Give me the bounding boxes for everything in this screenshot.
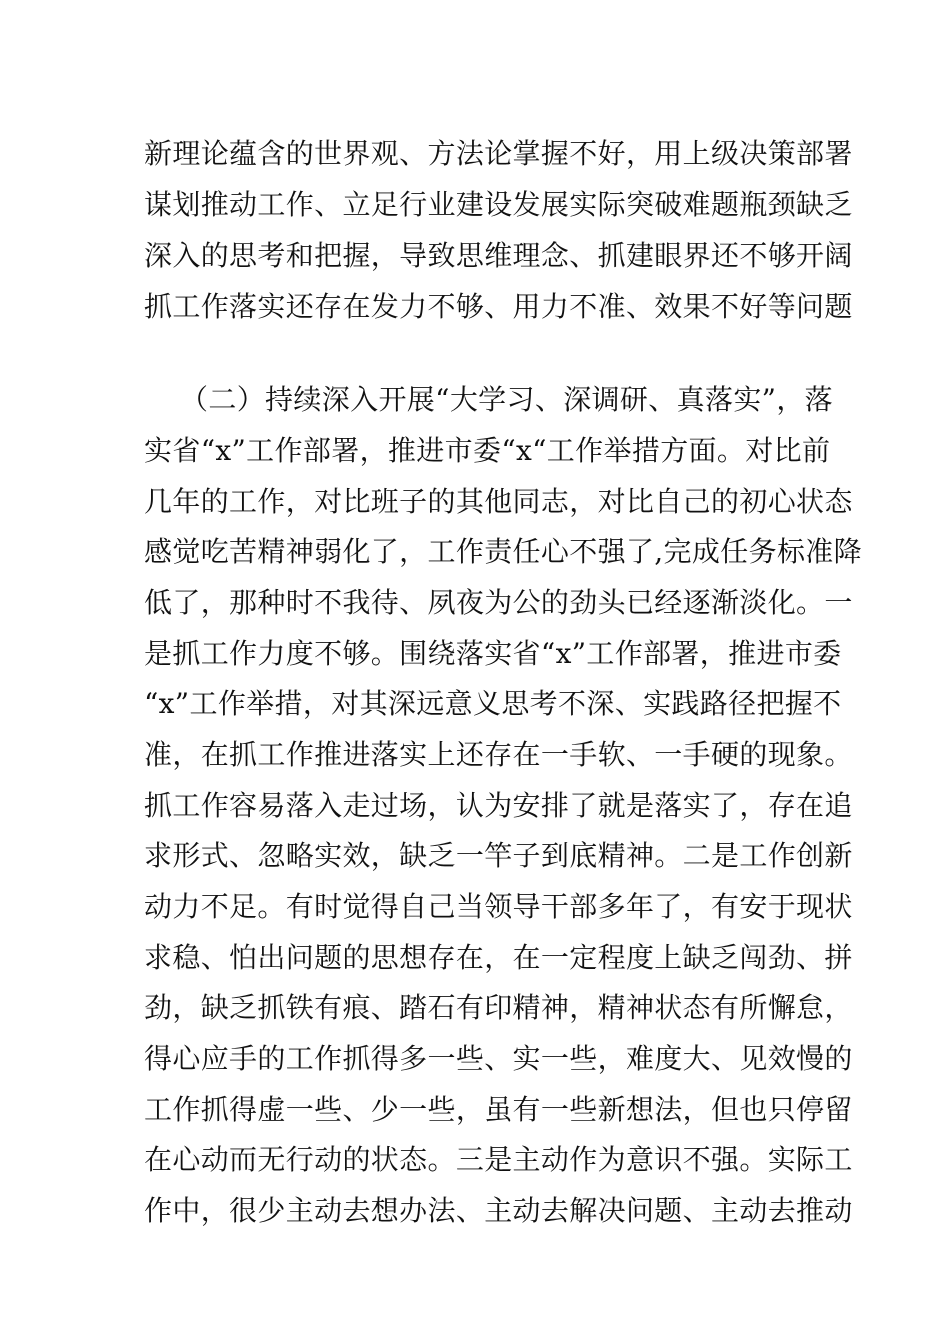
text-line: 劲，缺乏抓铁有痕、踏石有印精神，精神状态有所懈怠， [144,991,853,1024]
text-line: “x”工作举措，对其深远意义思考不深、实践路径把握不 [144,687,842,720]
text-line: 抓工作落实还存在发力不够、用力不准、效果不好等问题 [144,290,853,323]
text-line: 工作抓得虚一些、少一些，虽有一些新想法，但也只停留 [144,1093,853,1126]
text-line: 求稳、怕出问题的思想存在，在一定程度上缺乏闯劲、拼 [144,941,853,974]
text-line: 准，在抓工作推进落实上还存在一手软、一手硬的现象。 [144,738,853,771]
text-line: 在心动而无行动的状态。三是主动作为意识不强。实际工 [144,1143,853,1176]
text-line: 是抓工作力度不够。围绕落实省“x”工作部署，推进市委 [144,637,842,670]
text-line: 感觉吃苦精神弱化了，工作责任心不强了,完成任务标准降 [144,535,863,568]
text-line: 实省“x”工作部署，推进市委“x“工作举措方面。对比前 [144,434,831,467]
text-line: 动力不足。有时觉得自己当领导干部多年了，有安于现状 [144,890,853,923]
text-line: 求形式、忽略实效，缺乏一竿子到底精神。二是工作创新 [144,839,853,872]
text-line: 几年的工作，对比班子的其他同志，对比自己的初心状态 [144,485,853,518]
text-line: 低了，那种时不我待、夙夜为公的劲头已经逐渐淡化。一 [144,586,853,619]
text-line: 新理论蕴含的世界观、方法论掌握不好，用上级决策部署 [144,137,853,170]
text-line: 作中，很少主动去想办法、主动去解决问题、主动去推动 [144,1194,853,1227]
text-line: 深入的思考和把握，导致思维理念、抓建眼界还不够开阔 [144,239,853,272]
text-line: （二）持续深入开展“大学习、深调研、真落实”，落 [180,383,834,416]
text-line: 谋划推动工作、立足行业建设发展实际突破难题瓶颈缺乏 [144,188,853,221]
text-line: 抓工作容易落入走过场，认为安排了就是落实了，存在追 [144,789,853,822]
text-line: 得心应手的工作抓得多一些、实一些，难度大、见效慢的 [144,1042,853,1075]
